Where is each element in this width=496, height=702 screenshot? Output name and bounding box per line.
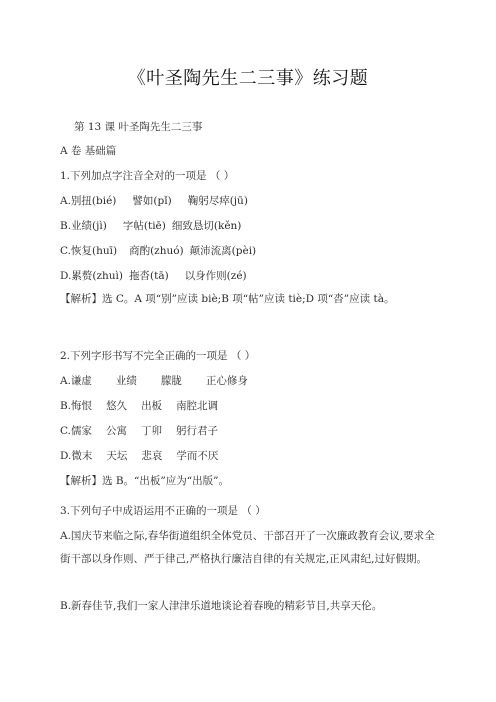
option-text: 天坛	[106, 450, 128, 462]
option-text: 譬如(pǐ)	[132, 195, 172, 207]
option-text: 字帖(tiē)	[122, 220, 166, 232]
option-text: 以身作则(zé)	[184, 270, 247, 282]
question-1-option-a	[60, 193, 248, 208]
option-text: D.累赘(zhuì)	[60, 270, 123, 282]
option-text: 朦胧	[160, 375, 182, 387]
option-text: 细致恳切(kěn)	[171, 220, 242, 232]
option-text: 公寓	[106, 425, 127, 437]
question-2-stem: 2.下列字形书写不完全正确的一项是 （ ）	[60, 350, 256, 362]
document-title: 《叶圣陶先生二三事》练习题	[127, 68, 369, 89]
option-text: 丁卯	[141, 425, 162, 437]
option-text: B.悔恨	[60, 400, 93, 412]
question-3-option-a: A.国庆节来临之际,春华街道组织全体党员、干部召开了一次廉政教育会议,要求全街干部以身作则、严于律己,严格执行廉洁自律的有关规定,正风肃纪,过好假期。	[60, 530, 435, 565]
option-text: C.恢复(huī)	[60, 245, 118, 257]
option-text: 躬行君子	[176, 425, 218, 437]
option-text: 正心修身	[205, 375, 248, 387]
option-text: 学而不厌	[176, 450, 219, 462]
section-heading: A 卷 基础篇	[60, 145, 117, 157]
option-text: 鞠躬尽瘁(jū)	[187, 195, 248, 207]
option-text: 悲哀	[141, 450, 163, 462]
option-text: 悠久	[106, 400, 128, 412]
option-text: A.别扭(bié)	[60, 195, 117, 207]
question-2-option-d	[60, 448, 218, 463]
option-text: B.业绩(jì)	[60, 220, 107, 232]
question-2-analysis: 【解析】选 B。“出板”应为“出版”。	[60, 475, 230, 487]
question-2-option-c	[60, 423, 218, 438]
question-2-option-b	[60, 398, 218, 413]
option-text: 业绩	[115, 375, 137, 387]
question-3-option-b: B.新春佳节,我们一家人津津乐道地谈论着春晚的精彩节目,共享天伦。	[60, 600, 383, 612]
option-text: 出板	[141, 400, 163, 412]
question-1-analysis: 【解析】选 C。A 项“别”应读 biè;B 项“帖”应读 tiè;D 项“沓”应读 tà。	[60, 293, 395, 305]
option-text: 南腔北调	[176, 400, 219, 412]
question-1-option-d	[60, 268, 247, 283]
question-2-option-a	[60, 373, 248, 388]
option-text: D.微末	[60, 450, 93, 462]
option-text: 颠沛流离(pèi)	[189, 245, 257, 257]
option-text: 商酌(zhuó)	[129, 245, 184, 257]
option-text: 拖沓(tā)	[129, 270, 169, 282]
question-1-option-b	[60, 218, 241, 233]
lesson-heading: 第 13 课 叶圣陶先生二三事	[74, 121, 203, 133]
question-1-option-c	[60, 243, 256, 258]
option-text: C.儒家	[60, 425, 92, 437]
question-3-stem: 3.下列句子中成语运用不正确的一项是 （ ）	[60, 505, 266, 517]
question-1-stem: 1.下列加点字注音全对的一项是 （ ）	[60, 170, 235, 182]
option-text: A.谦虚	[60, 375, 92, 387]
